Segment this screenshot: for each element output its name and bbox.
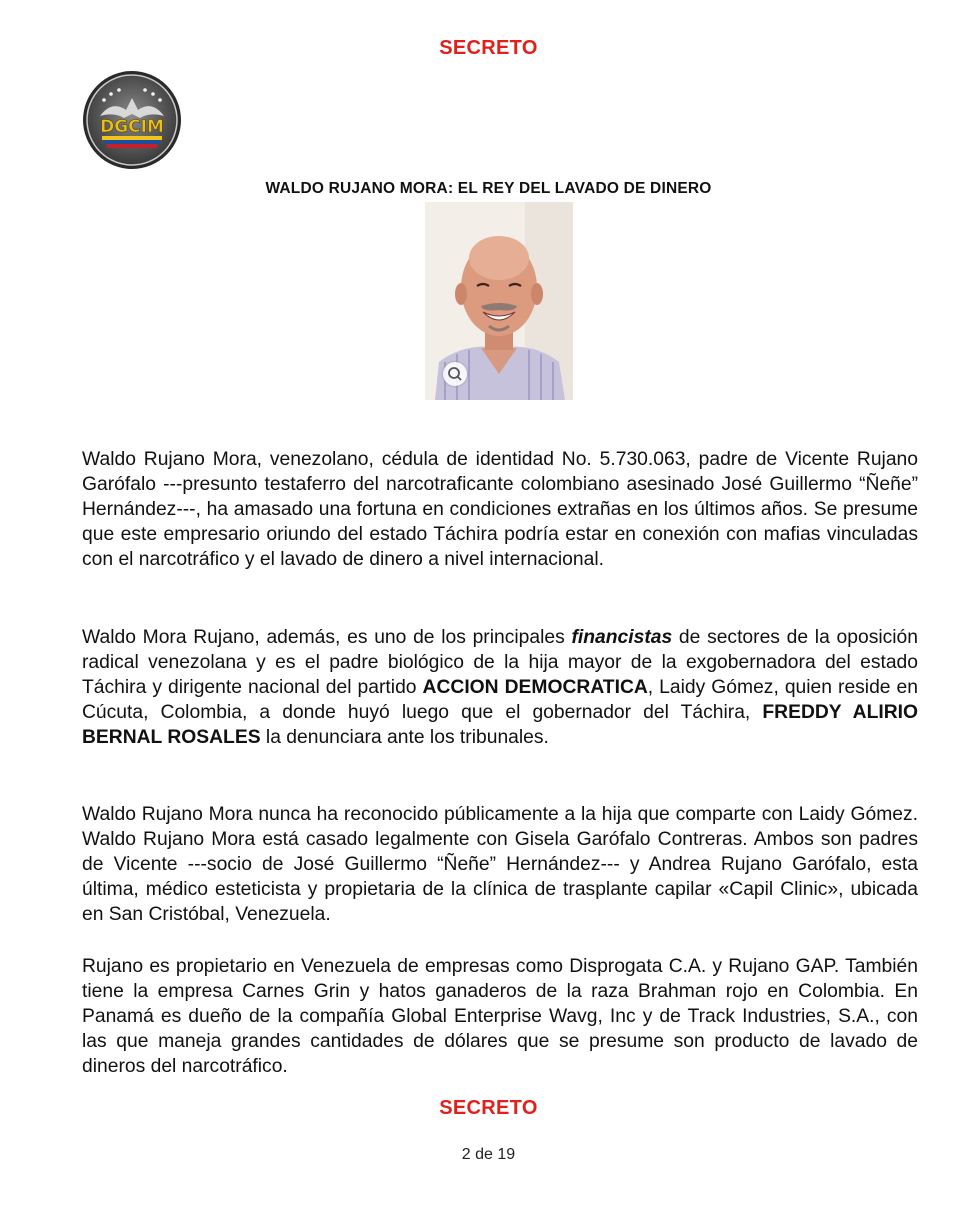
paragraph-2-bold-party: ACCION DEMOCRATICA xyxy=(422,677,648,698)
paragraph-2-bold-governor: FREDDY ALIRIO BERNAL ROSALES xyxy=(82,702,919,748)
paragraph-4-text: Rujano es propietario en Venezuela de empresas como Disprogata C.A. y Rujano GAP. También tiene la empresa Carnes Grin y hatos ganaderos de la raza Brahman rojo en Colombia. En Panamá es dueño de la compañía Global Enterprise Wavg, Inc y de Track Industries, S.A., con las que maneja grandes cantidades de dólares que se presume son producto de lavado de dineros del narcotráfico. xyxy=(82,956,918,1077)
paragraph-2-text-3: , Laidy Gómez, quien reside en Cúcuta, Colombia, a donde huyó luego que el gobernador del Táchira, xyxy=(82,677,919,723)
paragraph-2-emphasis-financistas: financistas xyxy=(571,627,673,648)
portrait-photo xyxy=(425,202,573,400)
classification-header: SECRETO xyxy=(439,37,538,59)
paragraph-2-text-4: la denunciara ante los tribunales. xyxy=(260,727,549,748)
dgcim-eagle-seal-icon xyxy=(82,70,182,170)
classification-footer: SECRETO xyxy=(439,1097,538,1119)
paragraph-2-text-1: Waldo Mora Rujano, además, es uno de los principales xyxy=(82,627,572,648)
lens-search-icon[interactable] xyxy=(443,362,467,386)
paragraph-2-text-2: de sectores de la oposición radical venezolana y es el padre biológico de la hija mayor de la exgobernadora del estado Táchira y dirigente nacional del partido xyxy=(82,627,918,698)
paragraph-3 xyxy=(82,802,918,927)
paragraph-1-text: Waldo Rujano Mora, venezolano, cédula de identidad No. 5.730.063, padre de Vicente Rujano Garófalo ---presunto testaferro del narcotraficante colombiano asesinado José Guillermo “Ñeñe” Hernández---, ha amasado una fortuna en condiciones extrañas en los últimos años. Se presume que este empresario oriundo del estado Táchira podría estar en conexión con mafias vinculadas con el narcotráfico y el lavado de dinero a nivel internacional. xyxy=(82,449,918,570)
logo-text: DGCIM xyxy=(100,117,164,137)
dgcim-logo xyxy=(82,70,182,170)
page-number: 2 de 19 xyxy=(461,1146,516,1163)
paragraph-3-text: Waldo Rujano Mora nunca ha reconocido públicamente a la hija que comparte con Laidy Gómez. Waldo Rujano Mora está casado legalmente con Gisela Garófalo Contreras. Ambos son padres de Vicente ---socio de José Guillermo “Ñeñe” Hernández--- y Andrea Rujano Garófalo, esta última, médico esteticista y propietaria de la clínica de trasplante capilar «Capil Clinic», ubicada en San Cristóbal, Venezuela. xyxy=(82,804,918,925)
paragraph-4 xyxy=(82,954,918,1079)
document-title: WALDO RUJANO MORA: EL REY DEL LAVADO DE DINERO xyxy=(265,180,712,197)
paragraph-1 xyxy=(82,447,918,572)
paragraph-2 xyxy=(82,625,918,750)
